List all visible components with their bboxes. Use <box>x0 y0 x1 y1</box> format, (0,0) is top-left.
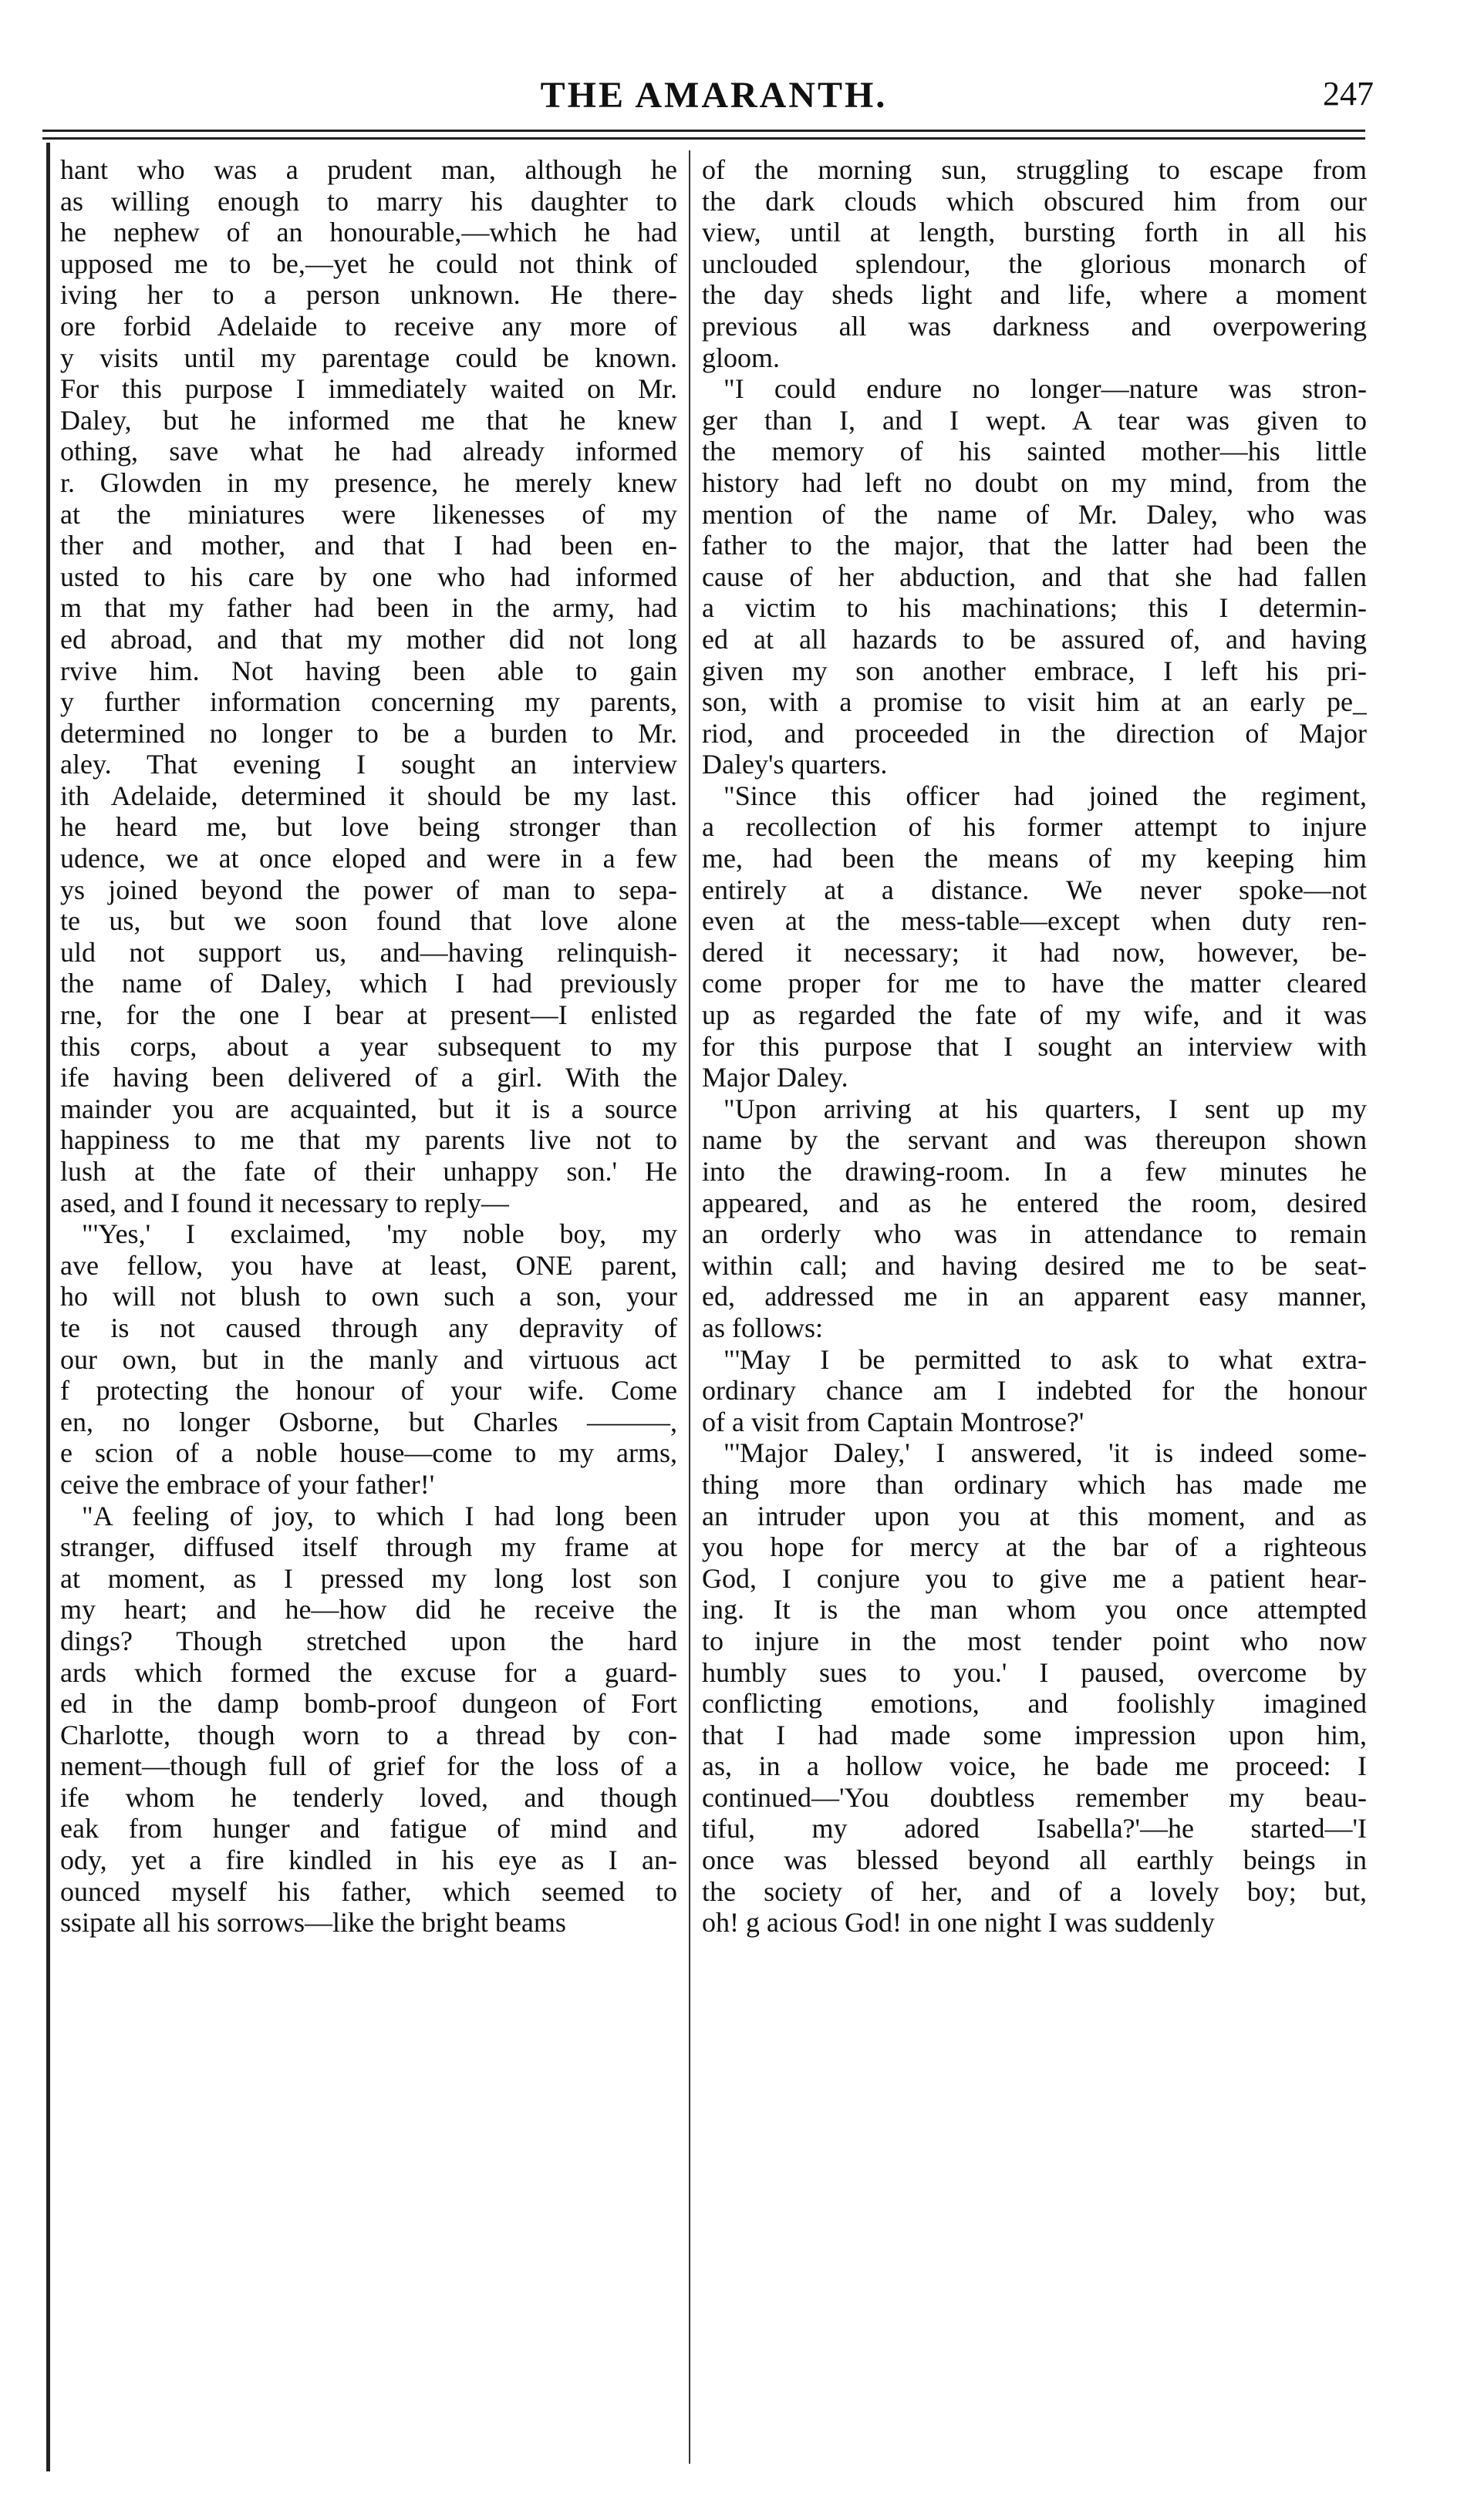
text-line: the memory of his sainted mother—his little <box>702 436 1367 467</box>
text-line: that I had made some impression upon him, <box>702 1719 1367 1750</box>
text-line: m that my father had been in the army, had <box>60 592 677 624</box>
text-line: ore forbid Adelaide to receive any more of <box>60 310 677 342</box>
text-line: once was blessed beyond all earthly beings in <box>702 1845 1367 1876</box>
text-line: history had left no doubt on my mind, from the <box>702 467 1367 498</box>
text-line: "A feeling of joy, to which I had long been <box>82 1500 677 1531</box>
text-line: ger than I, and I wept. A tear was given to <box>702 404 1367 436</box>
left-margin-rule <box>46 143 50 2471</box>
text-line: ssipate all his sorrows—like the bright beams <box>60 1907 566 1939</box>
text-line: happiness to me that my parents live not to <box>60 1124 677 1156</box>
text-line: Charlotte, though worn to a thread by con- <box>60 1719 677 1750</box>
text-line: within call; and having desired me to be seat- <box>702 1249 1367 1281</box>
text-line: of a visit from Captain Montrose?' <box>702 1406 1084 1437</box>
text-line: at the miniatures were likenesses of my <box>60 498 677 530</box>
text-line: mention of the name of Mr. Daley, who was <box>702 498 1367 530</box>
text-line: cause of her abduction, and that she had fallen <box>702 561 1367 592</box>
page-header <box>54 66 1374 128</box>
text-line: r. Glowden in my presence, he merely knew <box>60 467 677 498</box>
text-line: to injure in the most tender point who now <box>702 1625 1367 1656</box>
text-line: son, with a promise to visit him at an early pe_ <box>702 686 1367 718</box>
text-line: dings? Though stretched upon the hard <box>60 1625 677 1656</box>
text-line: lush at the fate of their unhappy son.' He <box>60 1156 677 1187</box>
text-line: "'Major Daley,' I answered, 'it is indeed some- <box>724 1437 1367 1469</box>
text-line: hant who was a prudent man, although he <box>60 154 677 185</box>
text-line: e scion of a noble house—come to my arms, <box>60 1437 677 1469</box>
text-line: y further information concerning my parents, <box>60 686 677 718</box>
text-line: humbly sues to you.' I paused, overcome by <box>702 1656 1367 1688</box>
text-line: "'Yes,' I exclaimed, 'my noble boy, my <box>82 1218 677 1250</box>
text-line: Daley, but he informed me that he knew <box>60 404 677 436</box>
text-line: upposed me to be,—yet he could not think of <box>60 248 677 279</box>
text-line: ed, addressed me in an apparent easy manner, <box>702 1281 1367 1312</box>
text-line: ther and mother, and that I had been en- <box>60 530 677 561</box>
text-line: thing more than ordinary which has made me <box>702 1468 1367 1500</box>
text-line: previous all was darkness and overpowering <box>702 310 1367 342</box>
text-line: eak from hunger and fatigue of mind and <box>60 1813 677 1845</box>
text-line: Major Daley. <box>702 1062 848 1093</box>
header-rule-top <box>42 130 1365 132</box>
text-line: ing. It is the man whom you once attempted <box>702 1594 1367 1626</box>
text-line: as, in a hollow voice, he bade me proceed: I <box>702 1750 1367 1782</box>
text-line: usted to his care by one who had informed <box>60 561 677 592</box>
text-line: rvive him. Not having been able to gain <box>60 655 677 686</box>
text-line: te us, but we soon found that love alone <box>60 905 677 937</box>
text-line: ards which formed the excuse for a guard- <box>60 1656 677 1688</box>
running-title: THE AMARANTH. <box>540 75 888 116</box>
text-line: ounced myself his father, which seemed to <box>60 1875 677 1907</box>
text-line: udence, we at once eloped and were in a few <box>60 843 677 874</box>
text-line: me, had been the means of my keeping him <box>702 843 1367 874</box>
text-line: "Since this officer had joined the regiment, <box>724 780 1367 811</box>
text-line: en, no longer Osborne, but Charles ———, <box>60 1406 677 1437</box>
text-line: ith Adelaide, determined it should be my last. <box>60 780 677 811</box>
text-line: Daley's quarters. <box>702 749 888 780</box>
text-line: view, until at length, bursting forth in all his <box>702 217 1367 248</box>
text-line: ed in the damp bomb-proof dungeon of Fort <box>60 1688 677 1720</box>
text-line: father to the major, that the latter had been the <box>702 530 1367 561</box>
text-line: "I could endure no longer—nature was stron- <box>724 373 1367 405</box>
text-line: of the morning sun, struggling to escape from <box>702 154 1367 185</box>
text-line: name by the servant and was thereupon shown <box>702 1124 1367 1156</box>
text-line: oh! g acious God! in one night I was suddenly <box>702 1907 1215 1939</box>
text-line: he nephew of an honourable,—which he had <box>60 217 677 248</box>
text-line: into the drawing-room. In a few minutes he <box>702 1156 1367 1187</box>
text-line: ed abroad, and that my mother did not long <box>60 623 677 655</box>
text-line: entirely at a distance. We never spoke—not <box>702 874 1367 905</box>
text-line: at moment, as I pressed my long lost son <box>60 1562 677 1594</box>
text-line: rne, for the one I bear at present—I enlisted <box>60 999 677 1031</box>
text-line: ody, yet a fire kindled in his eye as I an- <box>60 1845 677 1876</box>
text-line: our own, but in the manly and virtuous act <box>60 1343 677 1375</box>
text-line: ceive the embrace of your father!' <box>60 1468 435 1500</box>
text-line: for this purpose that I sought an interview with <box>702 1030 1367 1062</box>
text-line: he heard me, but love being stronger than <box>60 811 677 843</box>
text-line: aley. That evening I sought an interview <box>60 749 677 780</box>
text-line: given my son another embrace, I left his pri- <box>702 655 1367 686</box>
right-text-column <box>702 154 1367 1939</box>
text-line: appeared, and as he entered the room, desired <box>702 1187 1367 1218</box>
text-line: continued—'You doubtless remember my beau- <box>702 1781 1367 1813</box>
text-line: up as regarded the fate of my wife, and it was <box>702 999 1367 1031</box>
text-line: this corps, about a year subsequent to my <box>60 1030 677 1062</box>
text-line: ordinary chance am I indebted for the honour <box>702 1375 1367 1407</box>
text-line: f protecting the honour of your wife. Come <box>60 1375 677 1407</box>
text-line: For this purpose I immediately waited on Mr. <box>60 373 677 405</box>
text-line: nement—though full of grief for the loss of a <box>60 1750 677 1782</box>
text-line: othing, save what he had already informed <box>60 436 677 467</box>
text-line: the day sheds light and life, where a moment <box>702 279 1367 311</box>
text-line: ave fellow, you have at least, ONE parent, <box>60 1249 677 1281</box>
text-line: God, I conjure you to give me a patient hear- <box>702 1562 1367 1594</box>
text-line: stranger, diffused itself through my frame at <box>60 1531 677 1563</box>
text-line: iving her to a person unknown. He there- <box>60 279 677 311</box>
text-line: uld not support us, and—having relinquish- <box>60 936 677 968</box>
text-line: the dark clouds which obscured him from our <box>702 185 1367 217</box>
text-line: gloom. <box>702 342 781 373</box>
text-line: te is not caused through any depravity of <box>60 1312 677 1343</box>
text-line: ife whom he tenderly loved, and though <box>60 1781 677 1813</box>
text-line: my heart; and he—how did he receive the <box>60 1594 677 1626</box>
text-line: come proper for me to have the matter cleared <box>702 968 1367 999</box>
text-line: you hope for mercy at the bar of a righteous <box>702 1531 1367 1563</box>
text-line: ho will not blush to own such a son, your <box>60 1281 677 1312</box>
text-line: a recollection of his former attempt to injure <box>702 811 1367 843</box>
text-line: mainder you are acquainted, but it is a source <box>60 1093 677 1124</box>
text-line: "Upon arriving at his quarters, I sent up my <box>724 1093 1367 1124</box>
page-number: 247 <box>1323 75 1374 113</box>
text-line: determined no longer to be a burden to Mr. <box>60 717 677 749</box>
left-text-column <box>60 154 677 1939</box>
text-line: an intruder upon you at this moment, and as <box>702 1500 1367 1531</box>
text-line: an orderly who was in attendance to remain <box>702 1218 1367 1250</box>
text-line: unclouded splendour, the glorious monarch of <box>702 248 1367 279</box>
header-rule-bottom <box>42 137 1365 140</box>
text-line: even at the mess-table—except when duty ren- <box>702 905 1367 937</box>
text-line: "'May I be permitted to ask to what extra- <box>724 1343 1367 1375</box>
text-line: ys joined beyond the power of man to sepa- <box>60 874 677 905</box>
text-line: dered it necessary; it had now, however, be- <box>702 936 1367 968</box>
text-line: conflicting emotions, and foolishly imagined <box>702 1688 1367 1720</box>
text-line: the name of Daley, which I had previously <box>60 968 677 999</box>
text-line: the society of her, and of a lovely boy; but, <box>702 1875 1367 1907</box>
text-line: ased, and I found it necessary to reply— <box>60 1187 509 1218</box>
column-divider <box>689 150 690 2464</box>
text-line: y visits until my parentage could be known. <box>60 342 677 373</box>
text-line: riod, and proceeded in the direction of Major <box>702 717 1367 749</box>
text-line: tiful, my adored Isabella?'—he started—'I <box>702 1813 1367 1845</box>
text-line: as willing enough to marry his daughter to <box>60 185 677 217</box>
text-line: a victim to his machinations; this I determin- <box>702 592 1367 624</box>
text-line: ed at all hazards to be assured of, and having <box>702 623 1367 655</box>
text-line: ife having been delivered of a girl. With the <box>60 1062 677 1093</box>
text-line: as follows: <box>702 1312 823 1343</box>
